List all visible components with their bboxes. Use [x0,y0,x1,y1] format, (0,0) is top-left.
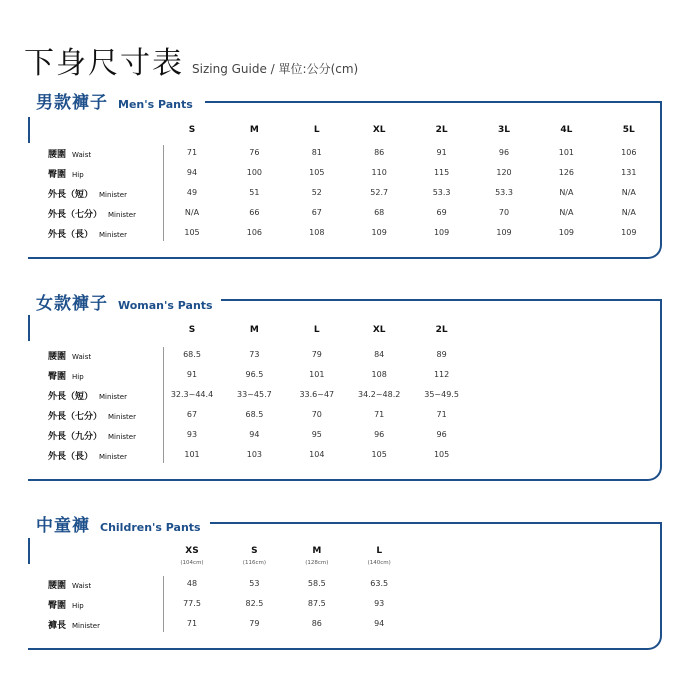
section-heading [36,88,201,113]
table-cell: 96 [436,430,447,439]
table-cell: 63.5 [370,579,389,588]
table-cell: 79 [249,619,260,628]
table-cell: 81 [311,148,322,157]
row-label-zh: 褲長 [48,621,67,631]
table-cell: 71 [436,410,447,419]
row-label-en: Minister [99,191,127,199]
table-cell: 101 [184,450,200,459]
table-cell: 106 [621,148,637,157]
size-header: XL [372,125,386,135]
row-label [48,449,127,462]
row-label [48,429,136,442]
table-cell: N/A [559,208,574,217]
size-height-note: (116cm) [242,560,266,566]
row-label-en: Minister [99,453,127,461]
table-cell: 110 [371,168,387,177]
table-cell: 91 [436,148,447,157]
row-label [48,147,91,160]
row-label [48,369,84,382]
table-cell: 69 [436,208,447,217]
table-cell: 126 [558,168,575,177]
column-separator [163,576,164,632]
row-label [48,578,91,591]
table-cell: 53.3 [432,188,451,197]
row-label-zh: 臀圍 [48,601,67,611]
section-title: 女款褲子 [36,294,108,314]
table-cell: 108 [309,228,325,237]
table-cell: 86 [311,619,322,628]
row-label [48,349,91,362]
table-cell: 105 [433,450,450,459]
table-cell: 76 [249,148,260,157]
table-cell: 71 [186,148,198,157]
row-label-en: Minister [108,413,136,421]
section-title-en: Woman's Pants [118,299,213,312]
size-header: 2L [435,125,448,135]
section-title-en: Children's Pants [100,521,201,534]
table-cell: 71 [186,619,198,628]
row-label [48,187,127,200]
row-label-zh: 外長（七分） [48,210,103,220]
section-title-en: Men's Pants [118,98,193,111]
table-cell: 109 [621,228,637,237]
table-cell: 68.5 [245,410,264,419]
row-label-zh: 腰圍 [48,352,67,362]
table-cell: 34.2~48.2 [358,390,401,399]
table-cell: 103 [246,450,263,459]
row-label-en: Minister [108,211,136,219]
table-cell: 68 [374,208,385,217]
table-cell: 105 [184,228,200,237]
table-cell: 58.5 [307,579,326,588]
table-cell: 82.5 [245,599,264,608]
size-header: L [376,546,383,556]
table-cell: N/A [621,208,636,217]
table-cell: 67 [311,208,322,217]
table-cell: 100 [246,168,263,177]
row-label-en: Hip [72,602,84,610]
table-cell: 105 [309,168,325,177]
table-cell: 109 [433,228,450,237]
size-header: 3L [498,125,510,135]
row-label-zh: 外長（九分） [48,432,103,442]
row-label-zh: 臀圍 [48,170,67,180]
title-main: 下身尺寸表 [24,46,184,81]
row-label-en: Minister [99,393,127,401]
table-cell: 68.5 [183,350,201,359]
table-cell: 101 [558,148,575,157]
row-label-en: Minister [72,622,100,630]
row-label-en: Hip [72,373,84,381]
table-cell: 104 [309,450,325,459]
title-sub: Sizing Guide / 單位:公分(cm) [192,62,359,76]
row-label [48,598,84,611]
size-header: 2L [435,325,448,335]
table-cell: 93 [374,599,385,608]
size-header: M [249,325,259,335]
table-cell: 108 [371,370,387,379]
section-left-line [28,315,30,341]
table-cell: 67 [186,410,198,419]
size-header: 4L [560,125,573,135]
row-label-zh: 外長（七分） [48,412,103,422]
size-height-note: (128cm) [305,560,329,566]
section-left-line [28,538,30,564]
table-cell: 93 [186,430,198,439]
table-cell: 91 [186,370,198,379]
column-separator [163,145,164,241]
row-label-zh: 腰圍 [48,150,67,160]
table-cell: 53.3 [495,188,513,197]
row-label [48,207,136,220]
size-header: S [188,325,196,335]
row-label [48,389,127,402]
table-cell: 94 [186,168,198,177]
table-cell: 87.5 [307,599,326,608]
page-title [24,38,358,82]
table-cell: 112 [433,370,450,379]
size-header: L [313,325,320,335]
table-cell: 52.7 [370,188,389,197]
table-cell: 51 [249,188,260,197]
section-heading [36,511,209,536]
table-cell: 84 [374,350,385,359]
table-cell: 109 [558,228,575,237]
table-cell: 131 [621,168,637,177]
row-label-en: Waist [72,582,92,590]
size-header: 5L [622,125,635,135]
section-title: 男款褲子 [36,93,108,113]
row-label-en: Minister [99,231,127,239]
column-separator [163,347,164,463]
row-label [48,227,127,240]
row-label-zh: 外長（短） [48,392,94,402]
section-title: 中童褲 [36,516,90,536]
row-label-zh: 外長（長） [48,452,94,462]
table-cell: 115 [433,168,450,177]
row-label-zh: 臀圍 [48,372,67,382]
table-cell: 73 [249,350,260,359]
table-cell: 109 [371,228,387,237]
table-cell: 96.5 [245,370,264,379]
table-cell: N/A [621,188,636,197]
table-cell: 94 [249,430,260,439]
size-header: XS [185,546,199,556]
table-cell: 96 [374,430,385,439]
size-height-note: (140cm) [367,560,391,566]
row-label-en: Hip [72,171,84,179]
table-cell: 70 [311,410,322,419]
row-label-zh: 腰圍 [48,581,67,591]
size-header: S [188,125,196,135]
table-cell: 109 [496,228,512,237]
row-label [48,618,100,631]
section-left-line [28,117,30,143]
row-label-zh: 外長（短） [48,190,94,200]
row-label-en: Waist [72,151,92,159]
table-cell: 48 [186,579,198,588]
row-label-en: Minister [108,433,136,441]
table-cell: 77.5 [183,599,201,608]
table-cell: 120 [496,168,512,177]
size-height-note: (104cm) [180,560,204,566]
section-heading [36,289,221,314]
table-cell: 94 [374,619,385,628]
table-cell: N/A [184,208,200,217]
table-cell: 32.3~44.4 [170,390,214,399]
table-cell: N/A [559,188,574,197]
size-header: L [313,125,320,135]
table-cell: 35~49.5 [424,390,459,399]
row-label-en: Waist [72,353,92,361]
table-cell: 95 [311,430,322,439]
table-cell: 71 [374,410,385,419]
table-cell: 70 [498,208,510,217]
table-cell: 101 [309,370,325,379]
table-cell: 66 [249,208,260,217]
table-cell: 106 [246,228,263,237]
table-cell: 33~45.7 [237,390,272,399]
row-label-zh: 外長（長） [48,230,94,240]
size-header: M [312,546,322,556]
table-cell: 86 [374,148,385,157]
table-cell: 33.6~47 [299,390,335,399]
row-label [48,167,84,180]
size-header: S [251,546,258,556]
table-cell: 79 [311,350,322,359]
table-cell: 105 [371,450,387,459]
row-label [48,409,136,422]
table-cell: 89 [436,350,447,359]
size-header: M [249,125,259,135]
size-header: XL [372,325,386,335]
table-cell: 49 [186,188,198,197]
table-cell: 53 [249,579,260,588]
table-cell: 52 [311,188,322,197]
table-cell: 96 [498,148,510,157]
